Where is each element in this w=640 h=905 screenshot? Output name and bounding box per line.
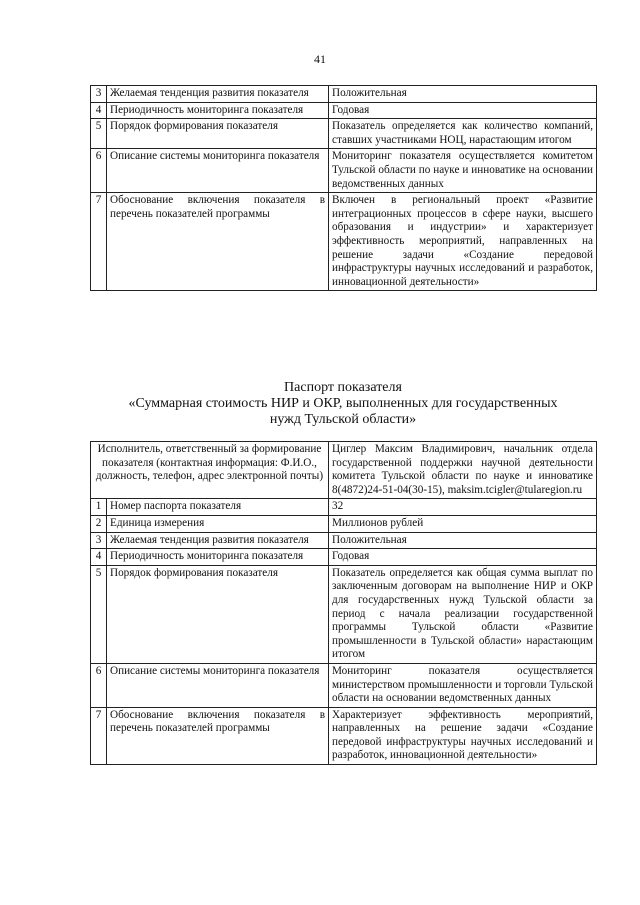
executor-value: Циглер Максим Владимирович, начальник отдела государственной поддержки научной деятельности комитета Тульской области по науке и инноватике 8(4872)24-51-04(30-15), maksim.tcigler@tularegion.ru	[329, 442, 597, 499]
row-value: Положительная	[329, 86, 597, 103]
row-label: Описание системы мониторинга показателя	[107, 149, 329, 193]
section-title-line1: Паспорт показателя	[284, 380, 402, 395]
row-number: 3	[91, 532, 107, 549]
row-label: Номер паспорта показателя	[107, 499, 329, 516]
table-row	[91, 102, 597, 119]
row-number: 7	[91, 193, 107, 291]
row-number: 4	[91, 549, 107, 566]
row-label: Единица измерения	[107, 515, 329, 532]
row-value: Показатель определяется как количество компаний, ставших участниками НОЦ, нарастающим итогом	[329, 119, 597, 149]
row-label: Порядок формирования показателя	[107, 565, 329, 663]
passport-table-continued	[90, 85, 597, 291]
row-label: Порядок формирования показателя	[107, 119, 329, 149]
row-number: 6	[91, 149, 107, 193]
passport-table	[90, 441, 597, 765]
row-value: Мониторинг показателя осуществляется министерством промышленности и торговли Тульской области на основании ведомственных данных	[329, 663, 597, 707]
table-row	[91, 119, 597, 149]
row-number: 7	[91, 707, 107, 764]
row-value: Показатель определяется как общая сумма выплат по заключенным договорам на выполнение НИР и ОКР для государственных нужд Тульской области за период с начала реализации государственной программы Тульской области «Развитие промышленности в Тульской области» нарастающим итогом	[329, 565, 597, 663]
row-number: 2	[91, 515, 107, 532]
section-title	[90, 380, 596, 428]
row-value: Миллионов рублей	[329, 515, 597, 532]
row-label: Желаемая тенденция развития показателя	[107, 86, 329, 103]
table-row	[91, 565, 597, 663]
row-label: Периодичность мониторинга показателя	[107, 102, 329, 119]
row-number: 6	[91, 663, 107, 707]
table-row	[91, 663, 597, 707]
row-value: Годовая	[329, 549, 597, 566]
table-row	[91, 193, 597, 291]
row-value: Мониторинг показателя осуществляется комитетом Тульской области по науке и инноватике на основании ведомственных данных	[329, 149, 597, 193]
table-row	[91, 499, 597, 516]
section-title-line2: «Суммарная стоимость НИР и ОКР, выполненных для государственных	[128, 396, 558, 411]
section-title-line3: нужд Тульской области»	[269, 412, 417, 427]
row-label: Желаемая тенденция развития показателя	[107, 532, 329, 549]
row-label: Обоснование включения показателя в перечень показателей программы	[107, 707, 329, 764]
row-label: Обоснование включения показателя в перечень показателей программы	[107, 193, 329, 291]
table-row	[91, 149, 597, 193]
table-row	[91, 549, 597, 566]
table-row	[91, 515, 597, 532]
row-number: 3	[91, 86, 107, 103]
row-value: Включен в региональный проект «Развитие интеграционных процессов в сфере науки, высшего образования и индустрии» и характеризует эффективность мероприятий, направленных на решение задачи «Создание передовой инфраструктуры научных исследований и разработок, инновационной деятельности»	[329, 193, 597, 291]
row-number: 5	[91, 119, 107, 149]
row-number: 4	[91, 102, 107, 119]
row-value: Характеризует эффективность мероприятий, направленных на решение задачи «Создание передовой инфраструктуры научных исследований и разработок, инновационной деятельности»	[329, 707, 597, 764]
table-row	[91, 532, 597, 549]
row-value: Положительная	[329, 532, 597, 549]
row-number: 1	[91, 499, 107, 516]
executor-row	[91, 442, 597, 499]
table-row	[91, 707, 597, 764]
executor-label: Исполнитель, ответственный за формирование показателя (контактная информация: Ф.И.О., должность, телефон, адрес электронной почты)	[91, 442, 329, 499]
page-number: 41	[314, 52, 326, 66]
row-label: Периодичность мониторинга показателя	[107, 549, 329, 566]
row-number: 5	[91, 565, 107, 663]
row-value: 32	[329, 499, 597, 516]
table-row	[91, 86, 597, 103]
row-value: Годовая	[329, 102, 597, 119]
row-label: Описание системы мониторинга показателя	[107, 663, 329, 707]
